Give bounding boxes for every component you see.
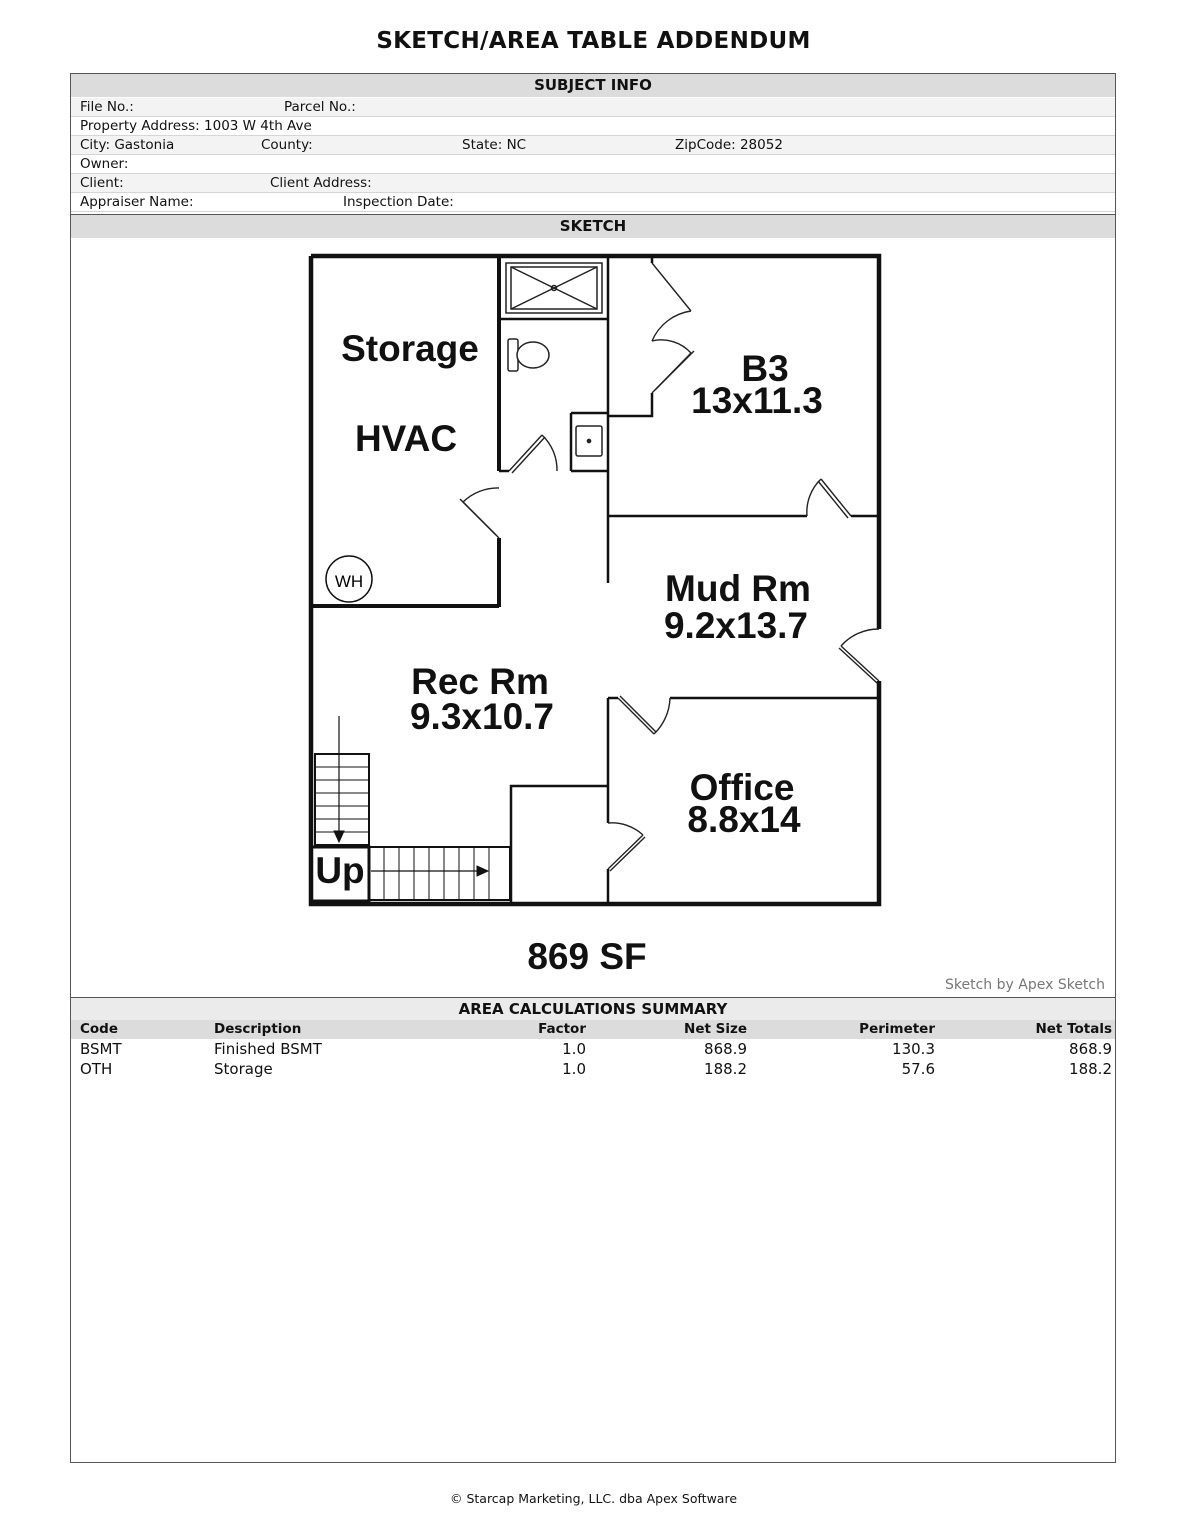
stairs-down-icon <box>315 716 369 845</box>
col-description: Description <box>214 1021 302 1037</box>
subject-info-header: SUBJECT INFO <box>71 74 1115 97</box>
room-rec-dimensions: 9.3x10.7 <box>409 696 555 737</box>
row-factor: 1.0 <box>562 1040 586 1058</box>
row-net-size: 868.9 <box>704 1040 747 1058</box>
parcel-no-label: Parcel No.: <box>284 99 356 115</box>
room-b3-dimensions: 13x11.3 <box>691 380 823 421</box>
row-perimeter: 130.3 <box>892 1040 935 1058</box>
zip-code: ZipCode: 28052 <box>675 137 783 153</box>
info-row-appraiser <box>71 193 1115 212</box>
stairs-up-label: Up <box>315 850 365 891</box>
county: County: <box>261 137 313 153</box>
info-row-city <box>71 136 1115 155</box>
row-perimeter: 57.6 <box>901 1060 935 1078</box>
info-row-client <box>71 174 1115 193</box>
sink-icon <box>576 426 602 456</box>
row-description: Finished BSMT <box>214 1040 322 1058</box>
inspection-date: Inspection Date: <box>343 194 454 210</box>
room-office-label: Office <box>689 767 795 808</box>
row-description: Storage <box>214 1060 273 1078</box>
room-hvac-label: HVAC <box>354 418 458 459</box>
row-net-size: 188.2 <box>704 1060 747 1078</box>
total-square-feet: 869 SF <box>527 936 647 977</box>
sketch-credit: Sketch by Apex Sketch <box>945 977 1105 993</box>
col-perimeter: Perimeter <box>859 1021 935 1037</box>
row-net-totals: 188.2 <box>1069 1060 1112 1078</box>
addendum-frame <box>70 73 1116 1463</box>
col-code: Code <box>80 1021 119 1037</box>
info-row-owner <box>71 155 1115 174</box>
file-no-label: File No.: <box>80 99 134 115</box>
client-address: Client Address: <box>270 175 372 191</box>
property-address: Property Address: 1003 W 4th Ave <box>80 118 312 134</box>
col-net-size: Net Size <box>684 1021 747 1037</box>
sketch-area <box>71 239 1115 996</box>
room-rec-label: Rec Rm <box>411 661 549 702</box>
info-row-address <box>71 117 1115 136</box>
sketch-header: SKETCH <box>71 215 1115 238</box>
info-row-file <box>71 98 1115 117</box>
copyright-footer: © Starcap Marketing, LLC. dba Apex Software <box>449 1491 738 1506</box>
row-factor: 1.0 <box>562 1060 586 1078</box>
row-code: BSMT <box>80 1040 122 1058</box>
floor-plan <box>71 239 1117 996</box>
table-row <box>71 1039 1115 1059</box>
col-factor: Factor <box>538 1021 586 1037</box>
room-storage-label: Storage <box>341 328 479 369</box>
row-net-totals: 868.9 <box>1069 1040 1112 1058</box>
room-mud-dimensions: 9.2x13.7 <box>663 605 809 646</box>
room-b3-label: B3 <box>741 348 789 389</box>
city: City: Gastonia <box>80 137 175 153</box>
appraiser-name: Appraiser Name: <box>80 194 194 210</box>
area-calc-header: AREA CALCULATIONS SUMMARY <box>71 998 1115 1020</box>
col-net-totals: Net Totals <box>1035 1021 1112 1037</box>
water-heater-label: WH <box>334 572 364 591</box>
toilet-icon <box>508 339 549 371</box>
state: State: NC <box>462 137 527 153</box>
row-code: OTH <box>80 1060 113 1078</box>
owner: Owner: <box>80 156 129 172</box>
room-mud-label: Mud Rm <box>665 568 811 609</box>
client: Client: <box>80 175 124 191</box>
shower-icon <box>506 263 602 313</box>
room-office-dimensions: 8.8x14 <box>687 799 801 840</box>
page-title: SKETCH/AREA TABLE ADDENDUM <box>376 28 811 54</box>
area-calc-columns <box>71 1020 1115 1039</box>
table-row <box>71 1059 1115 1079</box>
